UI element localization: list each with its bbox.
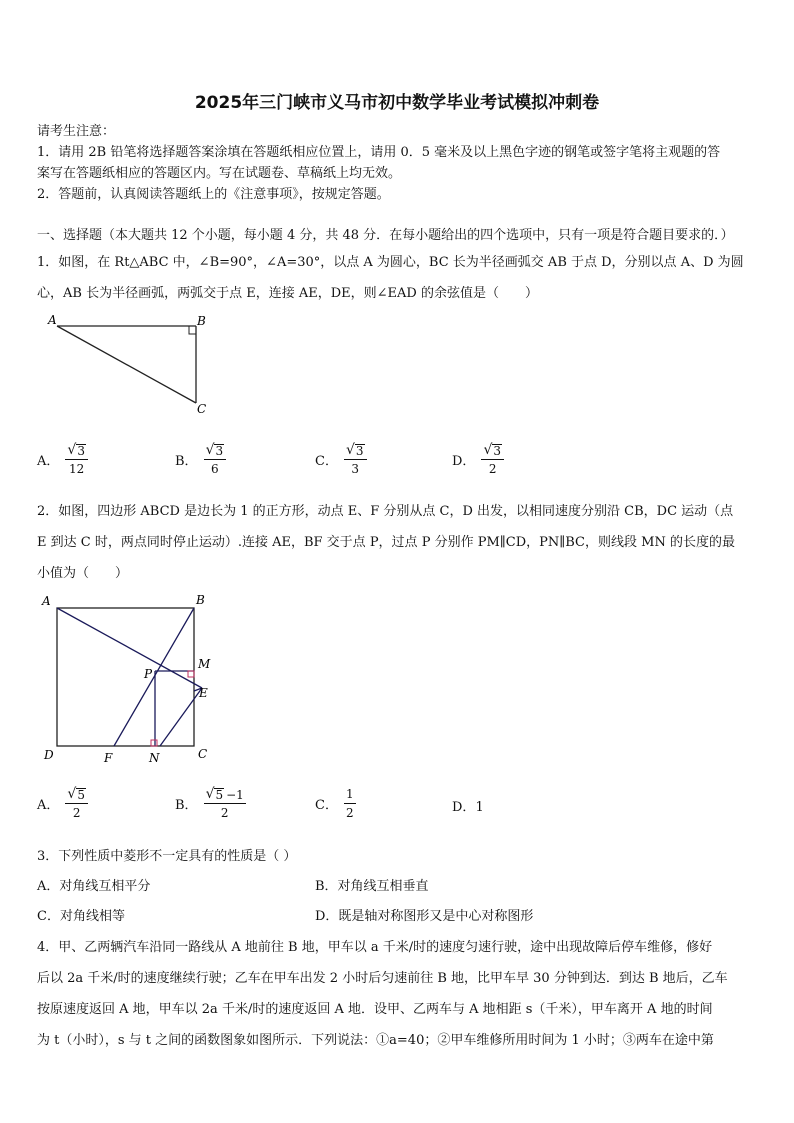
q2-label-p: P bbox=[144, 667, 153, 681]
q1-option-a-letter: A． bbox=[37, 454, 60, 469]
q2-stem-line-2: E 到达 C 时，两点同时停止运动）.连接 AE，BF 交于点 P，过点 P 分别作 PM∥CD，PN∥BC，则线段 MN 的长度的最 bbox=[37, 535, 735, 550]
q3-option-c: C．对角线相等 bbox=[37, 909, 125, 924]
q1-option-c-radicand: 3 bbox=[355, 444, 364, 458]
q1-stem-line-2: 心，AB 长为半径画弧，两弧交于点 E，连接 AE，DE，则∠EAD 的余弦值是（ ） bbox=[37, 286, 538, 301]
q1-option-a: A． √ 3 12 bbox=[37, 442, 88, 477]
q4-stem-line-2: 后以 2a 千米/时的速度继续行驶；乙车在甲车出发 2 小时后匀速前往 B 地，比甲车早 30 分钟到达．到达 B 地后，乙车 bbox=[37, 971, 728, 986]
q2-label-e: E bbox=[199, 686, 208, 700]
q2-label-b: B bbox=[196, 593, 205, 607]
q1-option-c: C． √ 3 3 bbox=[315, 442, 367, 477]
q2-option-d bbox=[452, 796, 484, 815]
q1-label-a: A bbox=[48, 313, 57, 327]
q2-option-a: A． √ 5 2 bbox=[37, 786, 88, 821]
q4-stem-line-4: 为 t（小时），s 与 t 之间的函数图象如图所示．下列说法：①a=40；②甲车维修所用时间为 1 小时；③两车在途中第 bbox=[37, 1033, 714, 1048]
q1-option-b-den: 6 bbox=[211, 462, 219, 476]
q2-square-figure bbox=[36, 590, 226, 770]
q1-option-d: D． √ 3 2 bbox=[452, 442, 504, 477]
q2-option-b: B． √ 5 −1 2 bbox=[175, 786, 244, 820]
q1-label-c: C bbox=[197, 402, 207, 416]
q3-option-d: D．既是轴对称图形又是中心对称图形 bbox=[315, 909, 534, 924]
q1-option-b: B． √ 3 6 bbox=[175, 442, 226, 477]
q1-option-a-radicand: 3 bbox=[77, 444, 85, 458]
q2-label-m: M bbox=[198, 657, 211, 671]
notice-line-1: 1．请用 2B 铅笔将选择题答案涂填在答题纸相应位置上，请用 0．5 毫米及以上黑色字迹的钢笔或签字笔将主观题的答 bbox=[37, 145, 721, 160]
q1-stem-line-1: 1．如图，在 Rt△ABC 中，∠B=90°，∠A=30°，以点 A 为圆心，BC 长为半径画弧交 AB 于点 D，分别以点 A、D 为圆 bbox=[37, 255, 744, 270]
q2-stem-line-1: 2．如图，四边形 ABCD 是边长为 1 的正方形，动点 E、F 分别从点 C，D 出发，以相同速度分别沿 CB，DC 运动（点 bbox=[37, 504, 734, 519]
q1-option-c-letter: C． bbox=[315, 454, 338, 469]
q3-option-a: A．对角线互相平分 bbox=[37, 879, 151, 894]
q3-stem: 3．下列性质中菱形不一定具有的性质是（ ） bbox=[37, 849, 297, 864]
q1-option-d-letter: D． bbox=[452, 454, 476, 469]
notice-line-3: 2．答题前，认真阅读答题纸上的《注意事项》，按规定答题。 bbox=[37, 187, 390, 202]
q1-option-d-radicand: 3 bbox=[493, 444, 501, 458]
q2-stem-line-3: 小值为（ ） bbox=[37, 566, 129, 581]
q4-stem-line-1: 4．甲、乙两辆汽车沿同一路线从 A 地前往 B 地，甲车以 a 千米/时的速度匀速行驶，途中出现故障后停车维修，修好 bbox=[37, 940, 713, 955]
q2-label-f: F bbox=[104, 751, 113, 765]
q1-option-c-den: 3 bbox=[351, 462, 360, 476]
q1-option-b-radicand: 3 bbox=[215, 444, 224, 458]
q2-option-a-radicand: 5 bbox=[77, 788, 85, 802]
q2-option-c-den: 2 bbox=[345, 806, 354, 820]
q2-option-c-num: 1 bbox=[344, 786, 356, 804]
q2-option-a-den: 2 bbox=[72, 806, 81, 820]
q1-option-d-den: 2 bbox=[488, 462, 497, 476]
q2-label-d: D bbox=[44, 748, 54, 762]
q2-option-b-radicand: 5 bbox=[215, 788, 224, 802]
q2-label-c: C bbox=[198, 747, 208, 761]
q2-label-a: A bbox=[42, 594, 51, 608]
q2-option-b-letter: B． bbox=[175, 798, 198, 813]
q1-option-b-letter: B． bbox=[175, 454, 198, 469]
q2-option-c-letter: C． bbox=[315, 798, 338, 813]
q2-option-d-letter: D． bbox=[452, 800, 476, 815]
q2-option-d-text: 1 bbox=[475, 800, 484, 815]
q2-option-c bbox=[315, 786, 356, 821]
q2-option-a-letter: A． bbox=[37, 798, 60, 813]
q1-label-b: B bbox=[197, 314, 206, 328]
q2-label-n: N bbox=[149, 751, 160, 765]
section-heading: 一、选择题（本大题共 12 个小题，每小题 4 分，共 48 分．在每小题给出的四个选项中，只有一项是符合题目要求的．） bbox=[37, 228, 734, 243]
q2-option-b-den: 2 bbox=[220, 806, 229, 820]
q3-option-b: B．对角线互相垂直 bbox=[315, 879, 429, 894]
notice-heading: 请考生注意： bbox=[37, 124, 116, 139]
q4-stem-line-3: 按原速度返回 A 地，甲车以 2a 千米/时的速度返回 A 地．设甲、乙两车与 A 地相距 s（千米），甲车离开 A 地的时间 bbox=[37, 1002, 713, 1017]
notice-line-2: 案写在答题纸相应的答题区内。写在试题卷、草稿纸上均无效。 bbox=[37, 166, 402, 181]
q2-option-b-tail: −1 bbox=[226, 788, 244, 802]
page-title: 2025年三门峡市义马市初中数学毕业考试模拟冲刺卷 bbox=[194, 93, 600, 113]
q1-option-a-den: 12 bbox=[69, 462, 85, 476]
q1-triangle-figure bbox=[40, 312, 220, 422]
